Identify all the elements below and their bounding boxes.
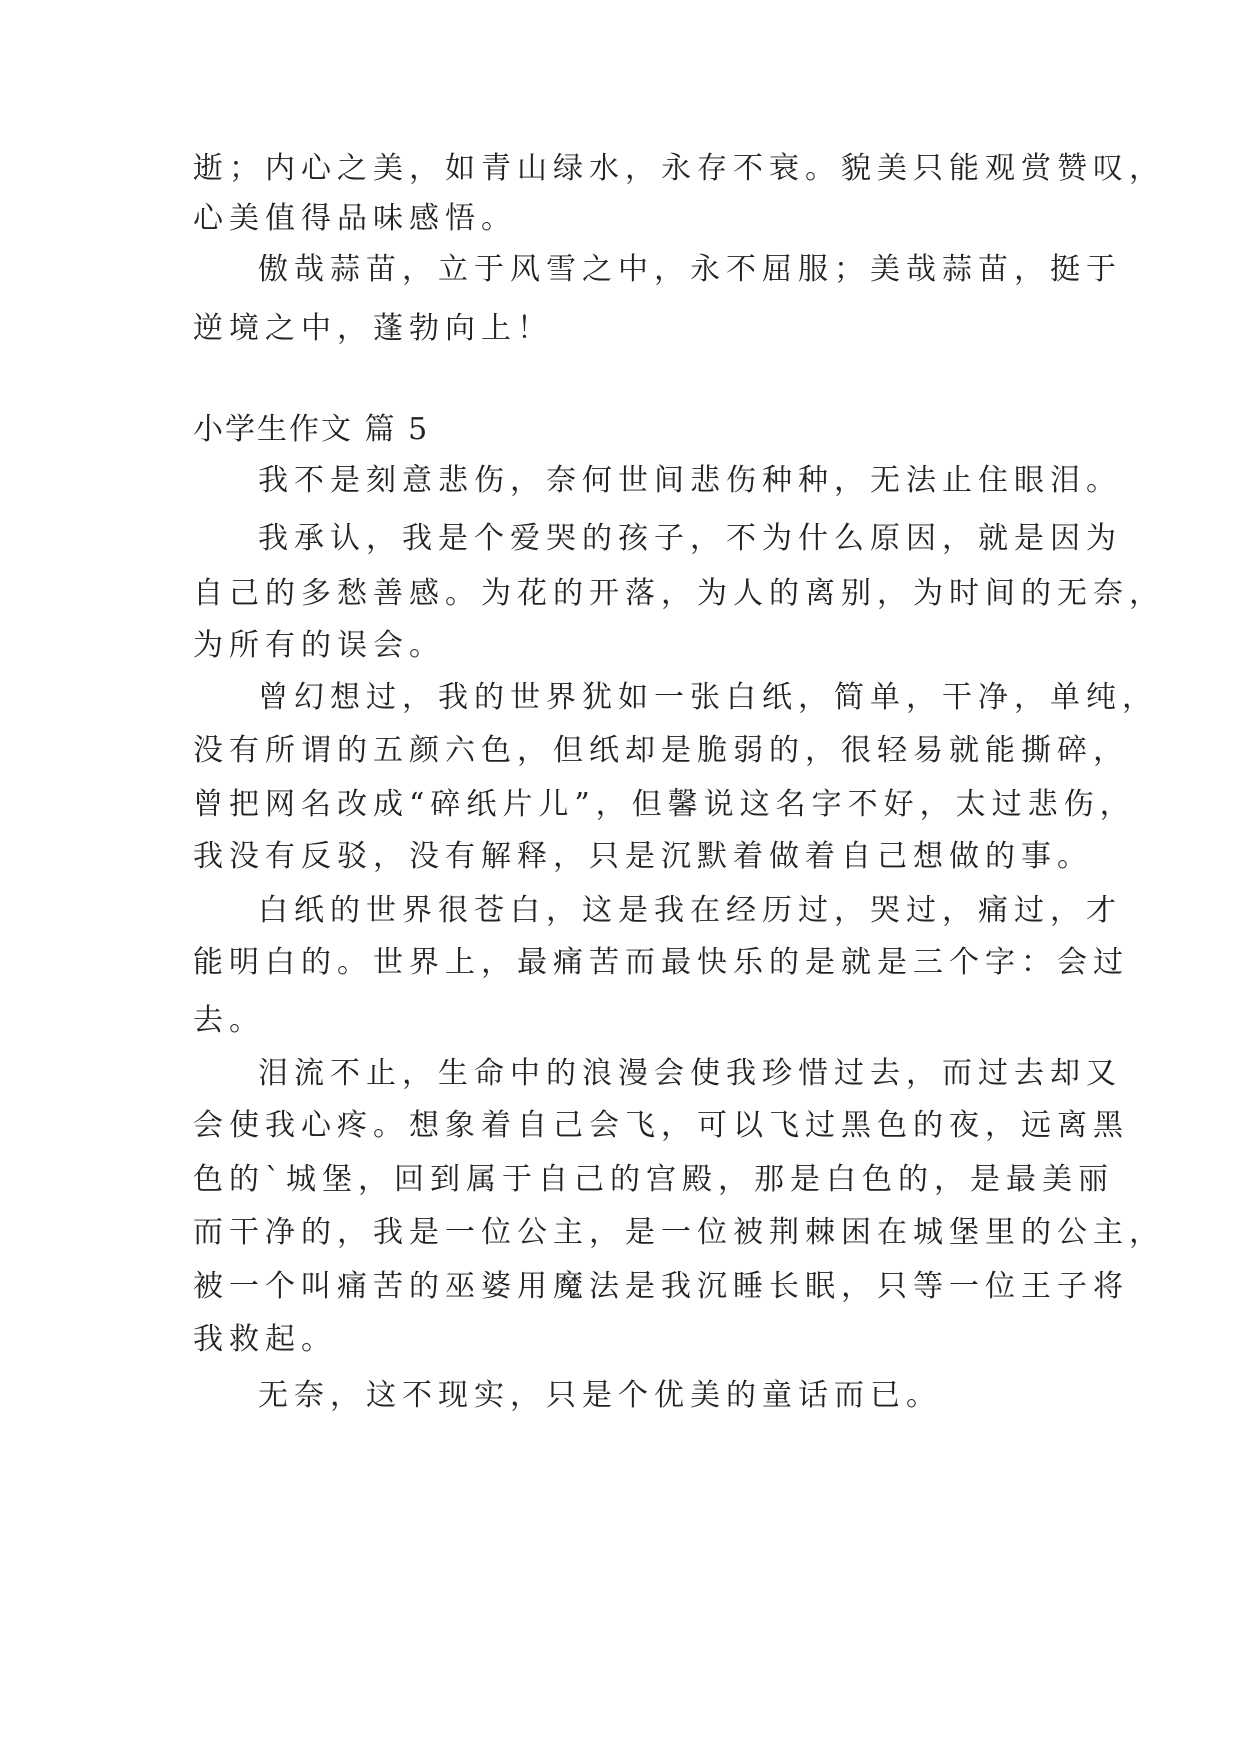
- paragraph-line: 能明白的。世界上，最痛苦而最快乐的是就是三个字：会过: [193, 945, 1129, 980]
- paragraph-line: 泪流不止，生命中的浪漫会使我珍惜过去，而过去却又: [258, 1056, 1122, 1091]
- paragraph-line: 没有所谓的五颜六色，但纸却是脆弱的，很轻易就能撕碎，: [193, 733, 1129, 768]
- paragraph-line: 逆境之中，蓬勃向上！: [193, 311, 553, 346]
- paragraph-line: 心美值得品味感悟。: [193, 201, 517, 236]
- paragraph-line: 自己的多愁善感。为花的开落，为人的离别，为时间的无奈，: [193, 576, 1165, 611]
- paragraph-line: 我没有反驳，没有解释，只是沉默着做着自己想做的事。: [193, 839, 1093, 874]
- paragraph-line: 我承认，我是个爱哭的孩子，不为什么原因，就是因为: [258, 521, 1122, 556]
- paragraph-line: 曾把网名改成“碎纸片儿”，但馨说这名字不好，太过悲伤，: [193, 787, 1136, 822]
- paragraph-line: 被一个叫痛苦的巫婆用魔法是我沉睡长眠，只等一位王子将: [193, 1269, 1129, 1304]
- paragraph-line: 我不是刻意悲伤，奈何世间悲伤种种，无法止住眼泪。: [258, 463, 1122, 498]
- paragraph-line: 白纸的世界很苍白，这是我在经历过，哭过，痛过，才: [258, 893, 1122, 928]
- paragraph-line: 无奈，这不现实，只是个优美的童话而已。: [258, 1378, 942, 1413]
- paragraph-line: 色的`城堡，回到属于自己的宫殿，那是白色的，是最美丽: [193, 1162, 1114, 1197]
- paragraph-line: 去。: [193, 1003, 265, 1038]
- paragraph-line: 我救起。: [193, 1322, 337, 1357]
- paragraph-line: 而干净的，我是一位公主，是一位被荆棘困在城堡里的公主，: [193, 1215, 1165, 1250]
- paragraph-line: 曾幻想过，我的世界犹如一张白纸，简单，干净，单纯，: [258, 680, 1158, 715]
- paragraph-line: 会使我心疼。想象着自己会飞，可以飞过黑色的夜，远离黑: [193, 1108, 1129, 1143]
- paragraph-line: 为所有的误会。: [193, 628, 445, 663]
- section-title: 小学生作文 篇 5: [193, 412, 430, 447]
- paragraph-line: 傲哉蒜苗，立于风雪之中，永不屈服；美哉蒜苗，挺于: [258, 252, 1122, 287]
- paragraph-line: 逝；内心之美，如青山绿水，永存不衰。貌美只能观赏赞叹，: [193, 151, 1165, 186]
